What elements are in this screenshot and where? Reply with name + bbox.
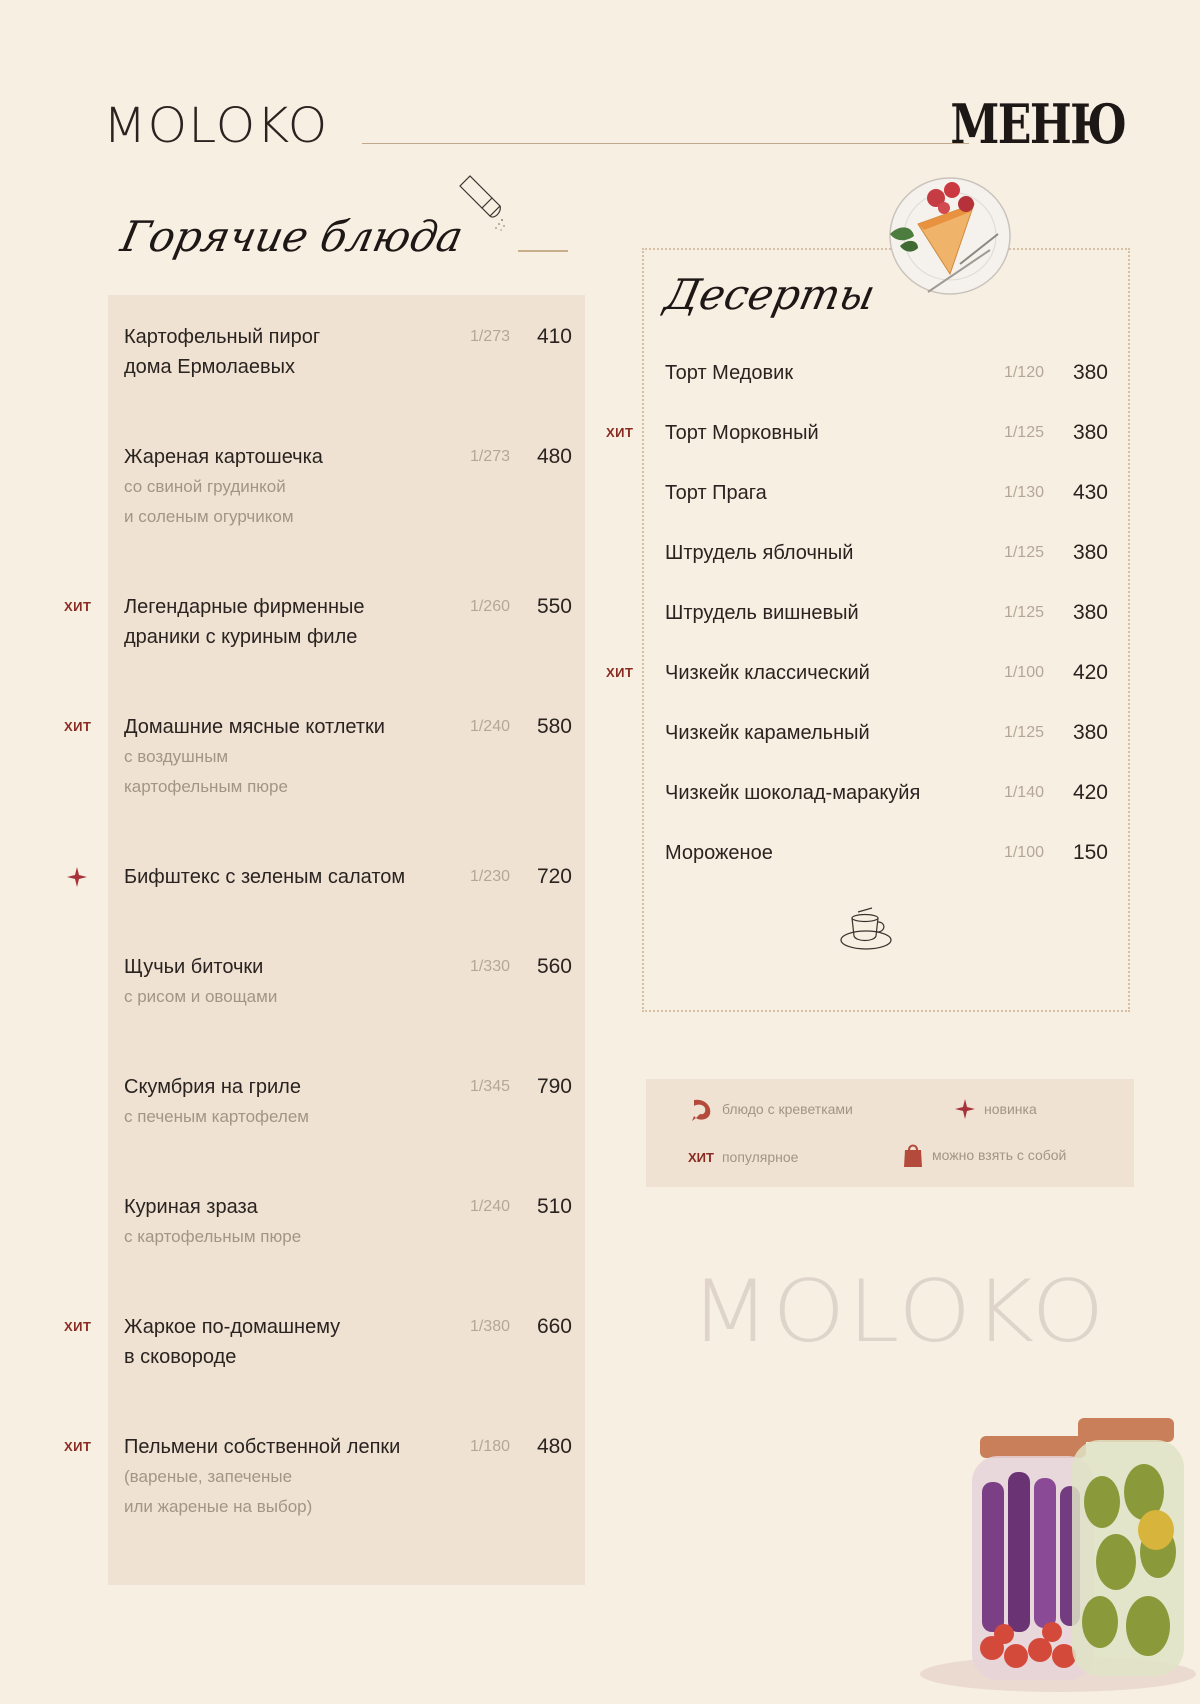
dish-weight: 1/273 [469,328,510,345]
hit-badge: ХИТ [64,599,92,614]
dish-weight: 1/273 [469,448,510,465]
watermark-logo: MOLOKO [690,1262,1107,1362]
legend-shrimp [688,1097,853,1121]
dish-description: с рисом и овощами [124,987,278,1006]
dish-name: Скумбрия на гриле [124,1076,301,1098]
page-title: МЕНЮ [949,92,1125,156]
pickle-jars-illustration [918,1412,1200,1704]
dessert-row [0,478,1200,508]
dessert-price: 380 [1072,361,1108,384]
dessert-row [0,418,1200,448]
section-title-underline [518,250,568,252]
section-title-hot: Горячие блюда [116,212,468,261]
dessert-price: 420 [1072,781,1108,804]
dessert-row [0,778,1200,808]
dish-weight: 1/330 [469,958,510,975]
dish-weight: 1/345 [469,1078,510,1095]
legend-hit-label: популярное [721,1149,799,1165]
legend-shrimp-label: блюдо с креветками [722,1101,853,1117]
dish-name: Жареная картошечка [124,446,323,468]
dish-price: 560 [536,955,572,978]
dish-weight: 1/240 [469,1198,510,1215]
dish-weight: 1/230 [469,868,510,885]
coffee-cup-icon [838,904,896,954]
dessert-row [0,838,1200,868]
dessert-name: Торт Морковный [665,422,819,444]
hit-badge: ХИТ [64,719,92,734]
hit-badge: ХИТ [64,1319,92,1334]
dish-name: Щучьи биточки [124,956,264,978]
dish-name: Домашние мясные котлетки [124,716,385,738]
legend-new [954,1097,1037,1121]
dish-description: с печеным картофелем [124,1107,309,1126]
dish-name: Бифштекс с зеленым салатом [124,866,406,888]
dessert-row [0,598,1200,628]
dessert-row [0,358,1200,388]
dish-price: 790 [536,1075,572,1098]
dish-price: 410 [536,325,572,348]
dish-weight: 1/260 [469,598,510,615]
legend-panel [646,1079,1134,1187]
legend-hit [688,1145,798,1169]
dessert-price: 380 [1072,601,1108,624]
dish-name: Легендарные фирменные драники с куриным филе [124,596,365,648]
dish-name: Картофельный пирог дома Ермолаевых [124,326,321,378]
dish-price: 480 [536,445,572,468]
dish-price: 720 [536,865,572,888]
brand-logo: MOLOKO [103,98,329,154]
dessert-name: Чизкейк классический [665,662,870,684]
dessert-weight: 1/140 [1003,784,1044,801]
dessert-name: Мороженое [665,842,773,864]
dish-price: 660 [536,1315,572,1338]
dish-description: с картофельным пюре [124,1227,302,1246]
legend-takeaway [902,1143,1066,1167]
shrimp-icon [688,1096,714,1122]
dessert-name: Штрудель вишневый [665,602,859,624]
dessert-name: Торт Прага [665,482,767,504]
dish-weight: 1/380 [469,1318,510,1335]
dish-name: Пельмени собственной лепки [124,1436,401,1458]
dessert-weight: 1/125 [1003,604,1044,621]
dessert-weight: 1/130 [1003,484,1044,501]
dessert-price: 380 [1072,541,1108,564]
dessert-weight: 1/120 [1003,364,1044,381]
hit-badge: ХИТ [606,665,634,680]
header-line [362,143,969,144]
dessert-weight: 1/125 [1003,724,1044,741]
star-new-icon [954,1098,976,1120]
dish-price: 550 [536,595,572,618]
dessert-row [0,658,1200,688]
dessert-row [0,718,1200,748]
hit-badge: ХИТ [64,1439,92,1454]
dish-description: (вареные, запеченые или жареные на выбор) [124,1467,313,1516]
dessert-name: Штрудель яблочный [665,542,854,564]
hit-badge: ХИТ [606,425,634,440]
dish-price: 480 [536,1435,572,1458]
dessert-weight: 1/100 [1003,664,1044,681]
dessert-price: 380 [1072,721,1108,744]
takeaway-bag-icon [902,1142,924,1168]
dessert-price: 150 [1072,841,1108,864]
dessert-weight: 1/125 [1003,544,1044,561]
dessert-name: Торт Медовик [665,362,794,384]
dish-price: 510 [536,1195,572,1218]
dessert-price: 430 [1072,481,1108,504]
legend-takeaway-label: можно взять с собой [932,1147,1067,1163]
legend-new-label: новинка [984,1101,1037,1117]
legend-hit-tag: ХИТ [688,1149,714,1165]
dessert-name: Чизкейк карамельный [665,722,870,744]
dish-name: Куриная зраза [124,1196,258,1218]
dessert-weight: 1/125 [1003,424,1044,441]
dessert-price: 420 [1072,661,1108,684]
cake-plate-illustration [878,164,1018,324]
section-title-desserts: Десерты [655,270,886,319]
dessert-weight: 1/100 [1003,844,1044,861]
dish-price: 580 [536,715,572,738]
dish-weight: 1/240 [469,718,510,735]
dish-name: Жаркое по-домашнему в сковороде [124,1316,341,1368]
dessert-row [0,538,1200,568]
dish-description: с воздушным картофельным пюре [124,747,288,796]
dessert-price: 380 [1072,421,1108,444]
dish-weight: 1/180 [469,1438,510,1455]
dish-description: со свиной грудинкой и соленым огурчиком [124,477,294,526]
dessert-name: Чизкейк шоколад-маракуйя [665,782,921,804]
